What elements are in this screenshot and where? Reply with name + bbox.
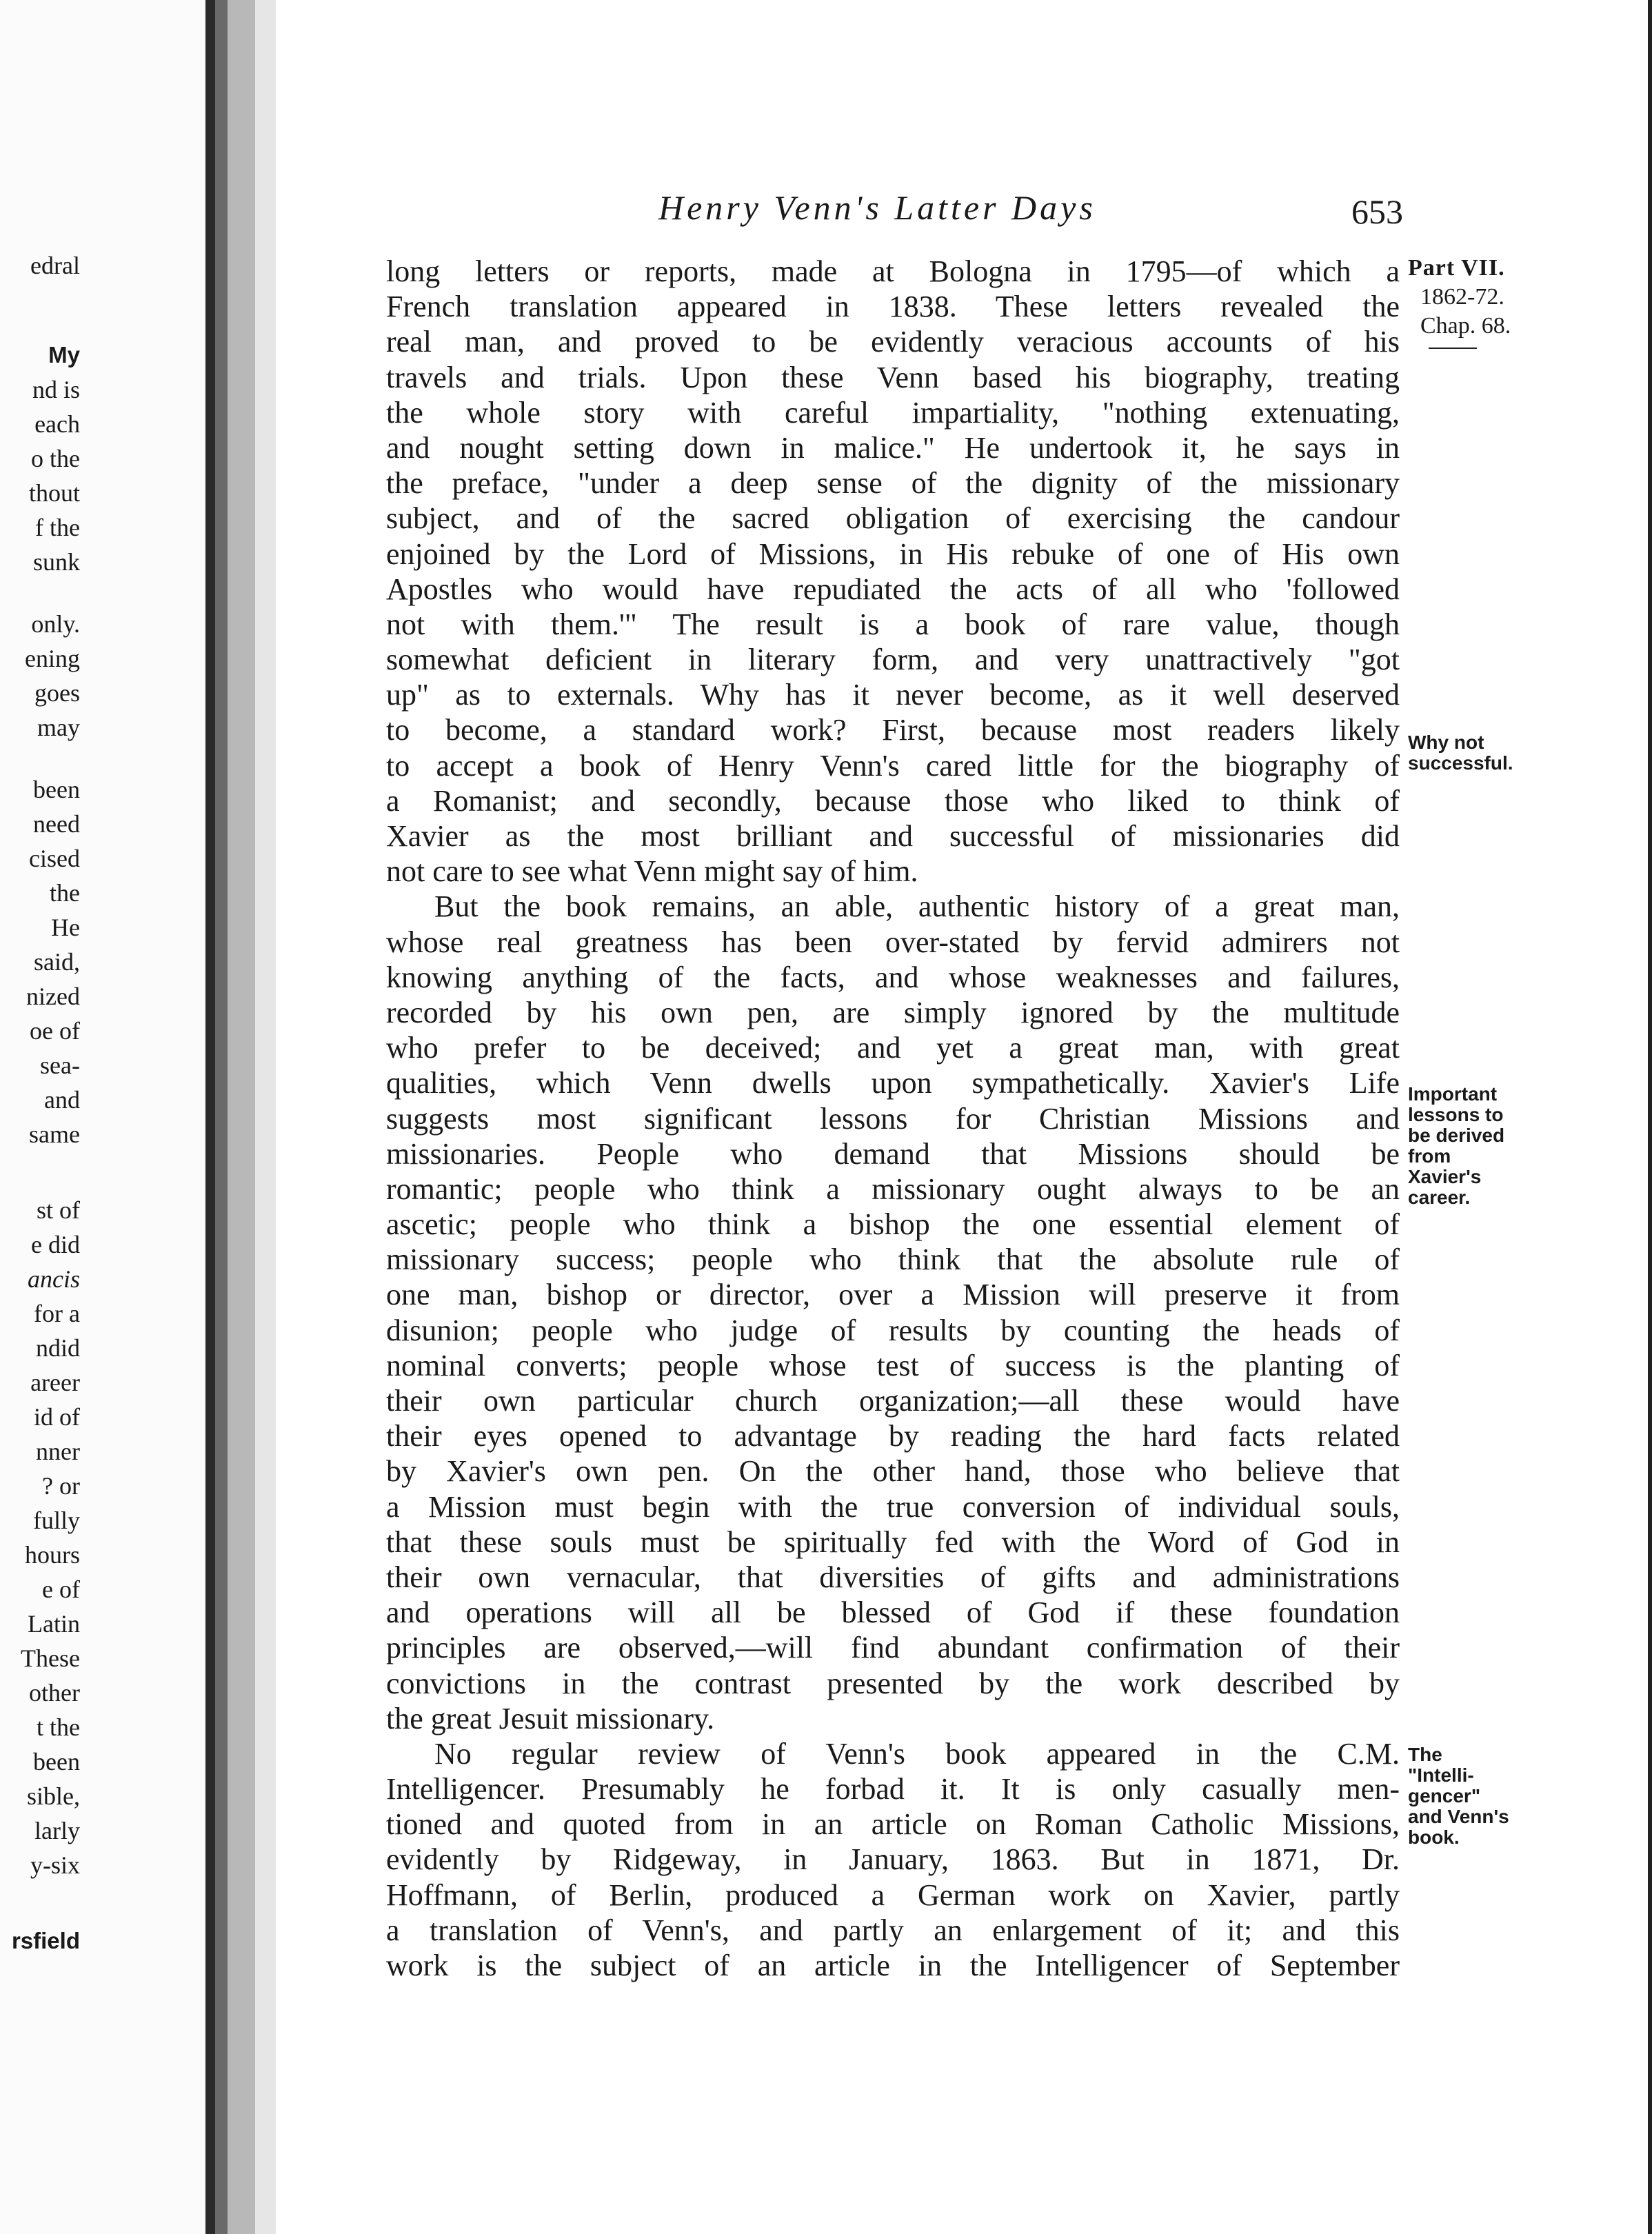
prev-fragment: been xyxy=(33,1748,80,1775)
text-line: that these souls must be spiritually fed with the Word of God in xyxy=(386,1524,1400,1559)
margin-note-important xyxy=(1408,1084,1580,1208)
prev-fragment: said, xyxy=(34,948,80,976)
margin-line: gencer" xyxy=(1408,1785,1481,1807)
prev-fragment: sea- xyxy=(40,1051,80,1079)
text-line: French translation appeared in 1838. These letters revealed the xyxy=(386,290,1400,324)
prev-fragment: each xyxy=(34,410,80,438)
prev-fragment: for a xyxy=(34,1300,80,1327)
text-line: ascetic; people who think a bishop the one essential element of xyxy=(386,1207,1400,1242)
prev-fragment: ? or xyxy=(42,1472,80,1500)
prev-fragment: edral xyxy=(30,252,80,279)
prev-fragment: and xyxy=(44,1086,80,1114)
margin-line: Why not xyxy=(1408,732,1484,753)
prev-fragment: Latin xyxy=(28,1610,80,1638)
margin-part-chapter: Chap. 68. xyxy=(1420,313,1511,339)
text-line: the great Jesuit missionary. xyxy=(386,1701,715,1735)
prev-fragment: ancis xyxy=(28,1265,80,1293)
prev-fragment: cised xyxy=(29,845,80,872)
prev-fragment: These xyxy=(21,1644,80,1672)
margin-line: book. xyxy=(1408,1827,1460,1848)
prev-fragment: nner xyxy=(36,1438,80,1465)
text-line: subject, and of the sacred obligation of exercising the candour xyxy=(386,501,1400,536)
text-line: tioned and quoted from in an article on Roman Catholic Missions, xyxy=(386,1807,1400,1842)
text-line: convictions in the contrast presented by the work described by xyxy=(386,1666,1400,1700)
prev-fragment: e did xyxy=(31,1231,80,1258)
prev-fragment: other xyxy=(29,1679,80,1707)
text-line: by Xavier's own pen. On the other hand, those who believe that xyxy=(386,1454,1400,1489)
prev-fragment: hours xyxy=(25,1541,80,1569)
text-line: their own particular church organization;—all these would have xyxy=(386,1384,1400,1418)
prev-fragment: may xyxy=(37,714,80,741)
prev-fragment: He xyxy=(51,914,80,941)
prev-fragment: ening xyxy=(25,645,80,672)
text-line: the whole story with careful impartiality, "nothing extenuating, xyxy=(386,395,1400,430)
text-line: evidently by Ridgeway, in January, 1863. But in 1871, Dr. xyxy=(386,1842,1400,1877)
text-line: a Mission must begin with the true conversion of individual souls, xyxy=(386,1489,1400,1524)
margin-part-years: 1862-72. xyxy=(1420,284,1504,310)
prev-fragment: need xyxy=(33,810,80,838)
text-line: missionary success; people who think that the absolute rule of xyxy=(386,1242,1400,1277)
prev-fragment: the xyxy=(50,879,80,907)
text-line: work is the subject of an article in the Intelligencer of September xyxy=(386,1949,1400,1982)
prev-fragment: goes xyxy=(34,679,80,707)
text-line: missionaries. People who demand that Missions should be xyxy=(386,1136,1400,1171)
margin-part-label: Part VII. xyxy=(1408,255,1505,281)
text-line: Intelligencer. Presumably he forbad it. It is only casually men- xyxy=(386,1772,1400,1807)
margin-line: be derived xyxy=(1408,1125,1505,1146)
text-line: Apostles who would have repudiated the acts of all who 'followed xyxy=(386,572,1400,606)
page-number: 653 xyxy=(1351,192,1403,231)
margin-line: Important xyxy=(1408,1083,1498,1105)
text-line: suggests most significant lessons for Christian Missions and xyxy=(386,1101,1400,1136)
text-line: recorded by his own pen, are simply ignored by the multitude xyxy=(386,995,1400,1029)
text-line: the preface, "under a deep sense of the dignity of the missionary xyxy=(386,466,1400,501)
prev-fragment: same xyxy=(29,1120,80,1148)
prev-fragment: fully xyxy=(33,1507,80,1534)
prev-fragment: areer xyxy=(30,1369,80,1396)
margin-line: Xavier's xyxy=(1408,1166,1482,1187)
margin-line: from xyxy=(1408,1145,1451,1167)
text-line: But the book remains, an able, authentic history of a great man, xyxy=(434,889,1400,924)
text-line: travels and trials. Upon these Venn based his biography, treating xyxy=(386,360,1400,394)
margin-rule xyxy=(1429,348,1477,349)
text-line: long letters or reports, made at Bologna in 1795—of which a xyxy=(386,254,1400,288)
prev-fragment: t the xyxy=(37,1713,80,1741)
running-title: Henry Venn's Latter Days xyxy=(658,188,1096,227)
text-line: a translation of Venn's, and partly an enlargement of it; and this xyxy=(386,1913,1400,1947)
margin-note-why-not xyxy=(1408,732,1580,774)
text-line: their eyes opened to advantage by reading the hard facts related xyxy=(386,1419,1400,1453)
prev-fragment: sible, xyxy=(27,1782,80,1810)
margin-line: successful. xyxy=(1408,752,1513,774)
prev-fragment: thout xyxy=(28,479,80,507)
text-line: qualities, which Venn dwells upon sympathetically. Xavier's Life xyxy=(386,1066,1400,1100)
text-line: somewhat deficient in literary form, and very unattractively "got xyxy=(386,643,1400,677)
text-line: enjoined by the Lord of Missions, in His rebuke of one of His own xyxy=(386,536,1400,571)
text-line: one man, bishop or director, over a Mission will preserve it from xyxy=(386,1278,1400,1312)
prev-fragment: larly xyxy=(34,1817,80,1844)
text-line: their own vernacular, that diversities of gifts and administrations xyxy=(386,1560,1400,1594)
prev-fragment: nd is xyxy=(32,376,80,403)
prev-fragment: sunk xyxy=(32,548,80,576)
prev-fragment: nized xyxy=(26,983,80,1010)
text-line: knowing anything of the facts, and whose weaknesses and failures, xyxy=(386,960,1400,994)
text-line: and nought setting down in malice." He undertook it, he says in xyxy=(386,430,1400,465)
prev-fragment: been xyxy=(33,776,80,803)
text-line: romantic; people who think a missionary ought always to be an xyxy=(386,1171,1400,1206)
margin-line: "Intelli- xyxy=(1408,1764,1474,1786)
text-line: disunion; people who judge of results by counting the heads of xyxy=(386,1313,1400,1347)
text-line: nominal converts; people whose test of success is the planting of xyxy=(386,1348,1400,1382)
text-line: real man, and proved to be evidently veracious accounts of his xyxy=(386,325,1400,359)
text-line: not with them.'" The result is a book of rare value, though xyxy=(386,607,1400,641)
body-text xyxy=(386,254,1400,1983)
prev-fragment: oe of xyxy=(30,1017,80,1045)
text-line: Xavier as the most brilliant and successful of missionaries did xyxy=(386,819,1400,853)
prev-fragment: st of xyxy=(37,1196,80,1224)
text-line: Hoffmann, of Berlin, produced a German work on Xavier, partly xyxy=(386,1878,1400,1912)
margin-line: and Venn's xyxy=(1408,1806,1509,1827)
margin-note-part xyxy=(1408,254,1580,349)
text-line: No regular review of Venn's book appeared in the C.M. xyxy=(434,1736,1400,1771)
text-line: and operations will all be blessed of God if these foundation xyxy=(386,1596,1400,1630)
text-line: to accept a book of Henry Venn's cared little for the biography of xyxy=(386,748,1400,783)
text-line: who prefer to be deceived; and yet a great man, with great xyxy=(386,1031,1400,1065)
prev-fragment: e of xyxy=(42,1576,80,1603)
margin-note-intelligencer xyxy=(1408,1744,1580,1848)
prev-fragment: id of xyxy=(34,1403,80,1431)
text-line: up" as to externals. Why has it never become, as it well deserved xyxy=(386,678,1400,712)
text-line: whose real greatness has been over-stated by fervid admirers not xyxy=(386,925,1400,959)
prev-fragment: o the xyxy=(31,445,80,472)
text-line: a Romanist; and secondly, because those who liked to think of xyxy=(386,783,1400,818)
prev-fragment: ndid xyxy=(35,1334,80,1362)
text-line: to become, a standard work? First, because most readers likely xyxy=(386,713,1400,747)
text-line: not care to see what Venn might say of him. xyxy=(386,854,918,889)
prev-fragment: rsfield xyxy=(11,1928,80,1953)
prev-fragment: My xyxy=(48,342,80,368)
prev-fragment: f the xyxy=(35,514,80,541)
margin-line: lessons to xyxy=(1408,1104,1504,1125)
margin-line: career. xyxy=(1408,1187,1471,1208)
prev-fragment: only. xyxy=(31,610,80,638)
margin-line: The xyxy=(1408,1744,1442,1765)
text-line: principles are observed,—will find abundant confirmation of their xyxy=(386,1631,1400,1665)
prev-fragment: y-six xyxy=(30,1851,80,1879)
